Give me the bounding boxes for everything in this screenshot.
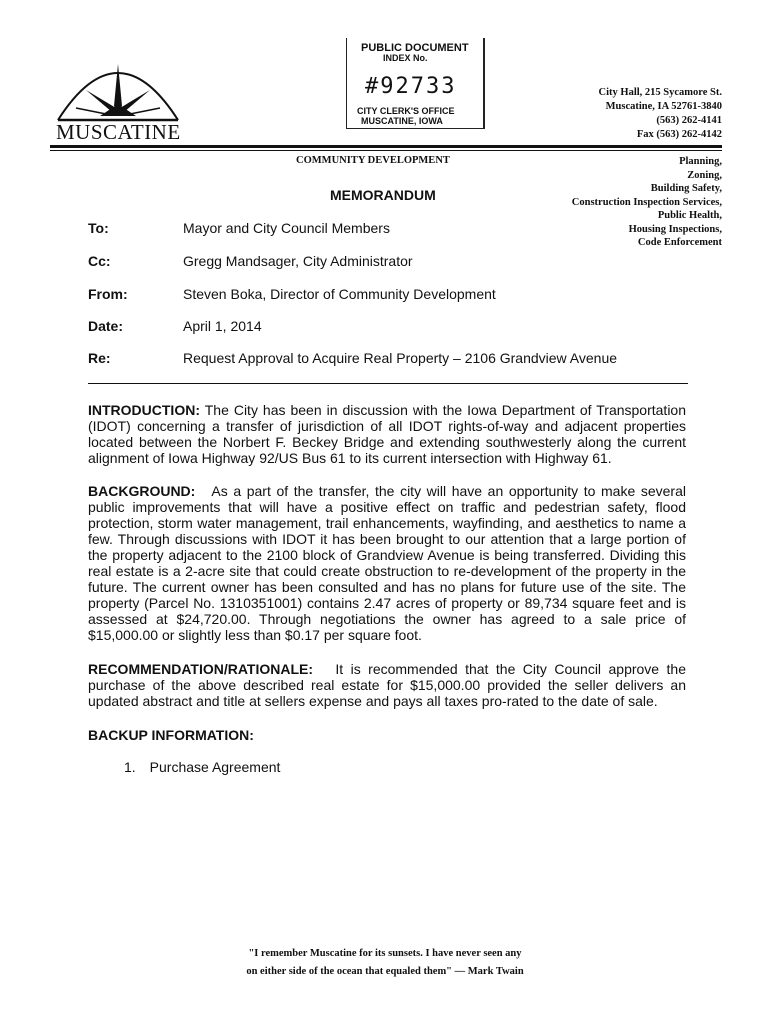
department-name: COMMUNITY DEVELOPMENT [296, 155, 450, 166]
service-item: Code Enforcement [637, 237, 722, 248]
backup-heading: BACKUP INFORMATION: [88, 727, 254, 743]
stamp-line-4: MUSCATINE, IOWA [361, 116, 443, 126]
recommendation-heading: RECOMMENDATION/RATIONALE: [88, 661, 314, 677]
to-value: Mayor and City Council Members [183, 220, 390, 236]
address-line: Fax (563) 262-4142 [636, 129, 722, 140]
city-name: MUSCATINE [56, 120, 181, 144]
background-paragraph [88, 483, 686, 643]
stamp-line-2: INDEX No. [383, 53, 428, 63]
cc-value: Gregg Mandsager, City Administrator [183, 253, 413, 269]
background-text: As a part of the transfer, the city will have an opportunity to make several public improvements that will have a positive effect on traffic and pedestrian safety, flood protection, storm water management, trail enhancements, wayfinding, and aesthetics to name a few. Through discussions with IDOT it has been brought to our attention that a large portion of the property adjacent to the 2100 block of Grandview Avenue is being transferred. Dividing this real estate is a 2-acre site that could create obstruction to re-development of the property in the future. The current owner has been consulted and has no plans for future use of the site. The property (Parcel No. 1310351001) contains 2.47 acres of property or 89,734 square feet and is assessed at $24,720.00. Through negotiations the owner has agreed to a sale price of $15,000.00 or slightly less than $0.17 per square foot. [88, 483, 686, 643]
introduction-heading: INTRODUCTION: [88, 402, 200, 418]
stamp-line-1: PUBLIC DOCUMENT [361, 42, 469, 54]
city-logo-icon [56, 56, 180, 122]
recommendation-text: It is recommended that the City Council approve the purchase of the above described real estate for $15,000.00 provided the seller delivers an updated abstract and title at sellers expense and pays all taxes pro-rated to the date of sale. [88, 661, 686, 709]
cc-label: Cc: [88, 253, 111, 269]
city-address [599, 86, 722, 142]
re-value: Request Approval to Acquire Real Property – 2106 Grandview Avenue [183, 350, 618, 366]
stamp-number: #92733 [365, 74, 457, 99]
address-line: (563) 262-4141 [656, 115, 722, 126]
date-value: April 1, 2014 [183, 318, 262, 334]
service-item: Zoning, [687, 169, 722, 181]
header-rule-thin [50, 150, 722, 151]
introduction-paragraph [88, 402, 686, 466]
footer-quote [150, 945, 620, 981]
department-services [572, 155, 722, 250]
service-item: Planning, [679, 156, 722, 167]
header-rule [50, 145, 722, 148]
address-line: Muscatine, IA 52761-3840 [605, 101, 722, 112]
from-label: From: [88, 286, 128, 302]
memo-title: MEMORANDUM [330, 187, 436, 203]
re-label: Re: [88, 350, 111, 366]
recommendation-paragraph [88, 661, 686, 709]
address-line: City Hall, 215 Sycamore St. [598, 87, 722, 98]
background-heading: BACKGROUND: [88, 483, 196, 499]
body-rule [88, 383, 688, 384]
service-item: Public Health, [657, 210, 722, 221]
from-value: Steven Boka, Director of Community Development [183, 286, 496, 302]
service-item: Construction Inspection Services, [571, 196, 722, 208]
introduction-text: The City has been in discussion with the Iowa Department of Transportation (IDOT) concerning a transfer of jurisdiction of all IDOT rights-of-way and adjacent properties located between the Norbert F. Beckey Bridge and extending southwesterly along the current alignment of Iowa Highway 92/US Bus 61 to its current intersection with Highway 61. [88, 402, 686, 466]
date-label: Date: [88, 318, 124, 334]
quote-line: on either side of the ocean that equaled them" — Mark Twain [246, 966, 524, 977]
to-label: To: [88, 220, 109, 236]
service-item: Housing Inspections, [628, 223, 722, 235]
stamp-line-3: CITY CLERK'S OFFICE [357, 106, 455, 116]
service-item: Building Safety, [650, 183, 722, 194]
backup-item: 1. Purchase Agreement [124, 759, 281, 775]
public-document-stamp [346, 38, 485, 129]
quote-line: "I remember Muscatine for its sunsets. I have never seen any [248, 948, 522, 959]
